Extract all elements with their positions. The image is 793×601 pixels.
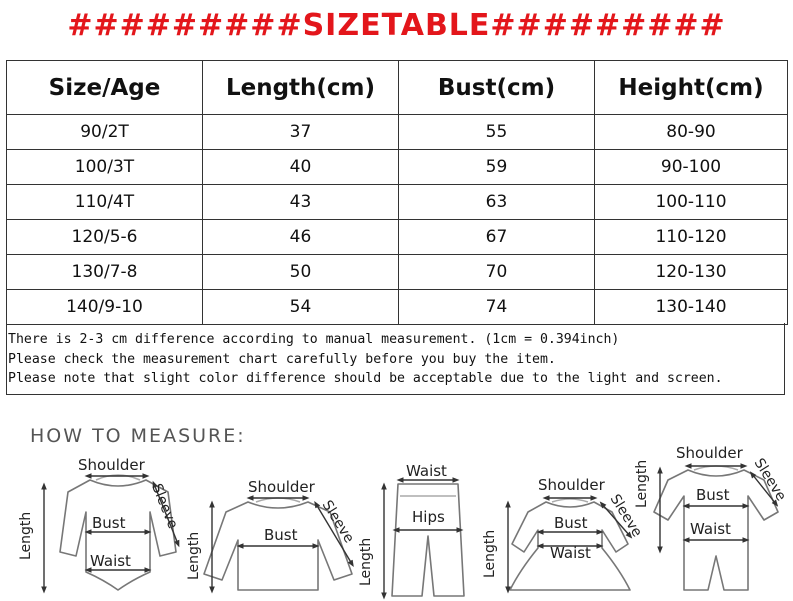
shoulder-label: Shoulder bbox=[248, 478, 315, 496]
hips-label: Hips bbox=[412, 508, 445, 526]
cell-length: 46 bbox=[203, 220, 399, 255]
cell-length: 40 bbox=[203, 150, 399, 185]
cell-height: 100-110 bbox=[595, 185, 788, 220]
bust-label: Bust bbox=[92, 514, 126, 532]
how-to-measure-heading: HOW TO MEASURE: bbox=[30, 425, 246, 447]
shoulder-label: Shoulder bbox=[676, 444, 743, 462]
cell-size-age: 90/2T bbox=[7, 115, 203, 150]
table-row bbox=[7, 290, 788, 325]
table-row bbox=[7, 115, 788, 150]
how-to-measure-diagrams bbox=[0, 440, 793, 601]
bust-label: Bust bbox=[264, 526, 298, 544]
shoulder-label: Shoulder bbox=[78, 456, 145, 474]
size-table bbox=[6, 60, 788, 325]
sleeve-label: Sleeve bbox=[318, 497, 358, 546]
length-label: Length bbox=[358, 537, 374, 586]
header-height: Height(cm) bbox=[595, 61, 788, 115]
bust-label: Bust bbox=[696, 486, 730, 504]
cell-bust: 70 bbox=[399, 255, 595, 290]
header-bust: Bust(cm) bbox=[399, 61, 595, 115]
cell-length: 50 bbox=[203, 255, 399, 290]
table-row bbox=[7, 150, 788, 185]
table-header-row bbox=[7, 61, 788, 115]
header-size-age: Size/Age bbox=[7, 61, 203, 115]
waist-label: Waist bbox=[690, 520, 731, 538]
size-table-title: #########SIZETABLE######### bbox=[67, 8, 726, 43]
cell-height: 80-90 bbox=[595, 115, 788, 150]
waist-label: Waist bbox=[90, 552, 131, 570]
cell-bust: 59 bbox=[399, 150, 595, 185]
header-length: Length(cm) bbox=[203, 61, 399, 115]
shoulder-label: Shoulder bbox=[538, 476, 605, 494]
waist-label: Waist bbox=[550, 544, 591, 562]
cell-size-age: 100/3T bbox=[7, 150, 203, 185]
pants-diagram bbox=[392, 484, 464, 596]
waist-label: Waist bbox=[406, 462, 447, 480]
length-label: Length bbox=[186, 531, 202, 580]
cell-height: 90-100 bbox=[595, 150, 788, 185]
cell-length: 37 bbox=[203, 115, 399, 150]
cell-length: 54 bbox=[203, 290, 399, 325]
bust-label: Bust bbox=[554, 514, 588, 532]
note-line: Please note that slight color difference should be acceptable due to the light and screen. bbox=[8, 371, 723, 386]
cell-bust: 74 bbox=[399, 290, 595, 325]
sleeve-label: Sleeve bbox=[606, 491, 646, 540]
cell-height: 120-130 bbox=[595, 255, 788, 290]
note-line: Please check the measurement chart carefully before you buy the item. bbox=[8, 351, 556, 367]
cell-bust: 67 bbox=[399, 220, 595, 255]
table-row bbox=[7, 185, 788, 220]
cell-size-age: 140/9-10 bbox=[7, 290, 203, 325]
length-label: Length bbox=[634, 459, 650, 508]
cell-size-age: 110/4T bbox=[7, 185, 203, 220]
sleeve-label: Sleeve bbox=[750, 455, 790, 504]
cell-size-age: 120/5-6 bbox=[7, 220, 203, 255]
cell-size-age: 130/7-8 bbox=[7, 255, 203, 290]
length-label: Length bbox=[482, 529, 498, 578]
cell-length: 43 bbox=[203, 185, 399, 220]
cell-height: 110-120 bbox=[595, 220, 788, 255]
note-line: There is 2-3 cm difference according to manual measurement. (1cm = 0.394inch) bbox=[8, 332, 620, 347]
table-row bbox=[7, 255, 788, 290]
length-label: Length bbox=[18, 511, 34, 560]
cell-height: 130-140 bbox=[595, 290, 788, 325]
table-row bbox=[7, 220, 788, 255]
measurement-notes bbox=[6, 323, 785, 395]
cell-bust: 55 bbox=[399, 115, 595, 150]
cell-bust: 63 bbox=[399, 185, 595, 220]
sleeve-label: Sleeve bbox=[148, 481, 181, 531]
